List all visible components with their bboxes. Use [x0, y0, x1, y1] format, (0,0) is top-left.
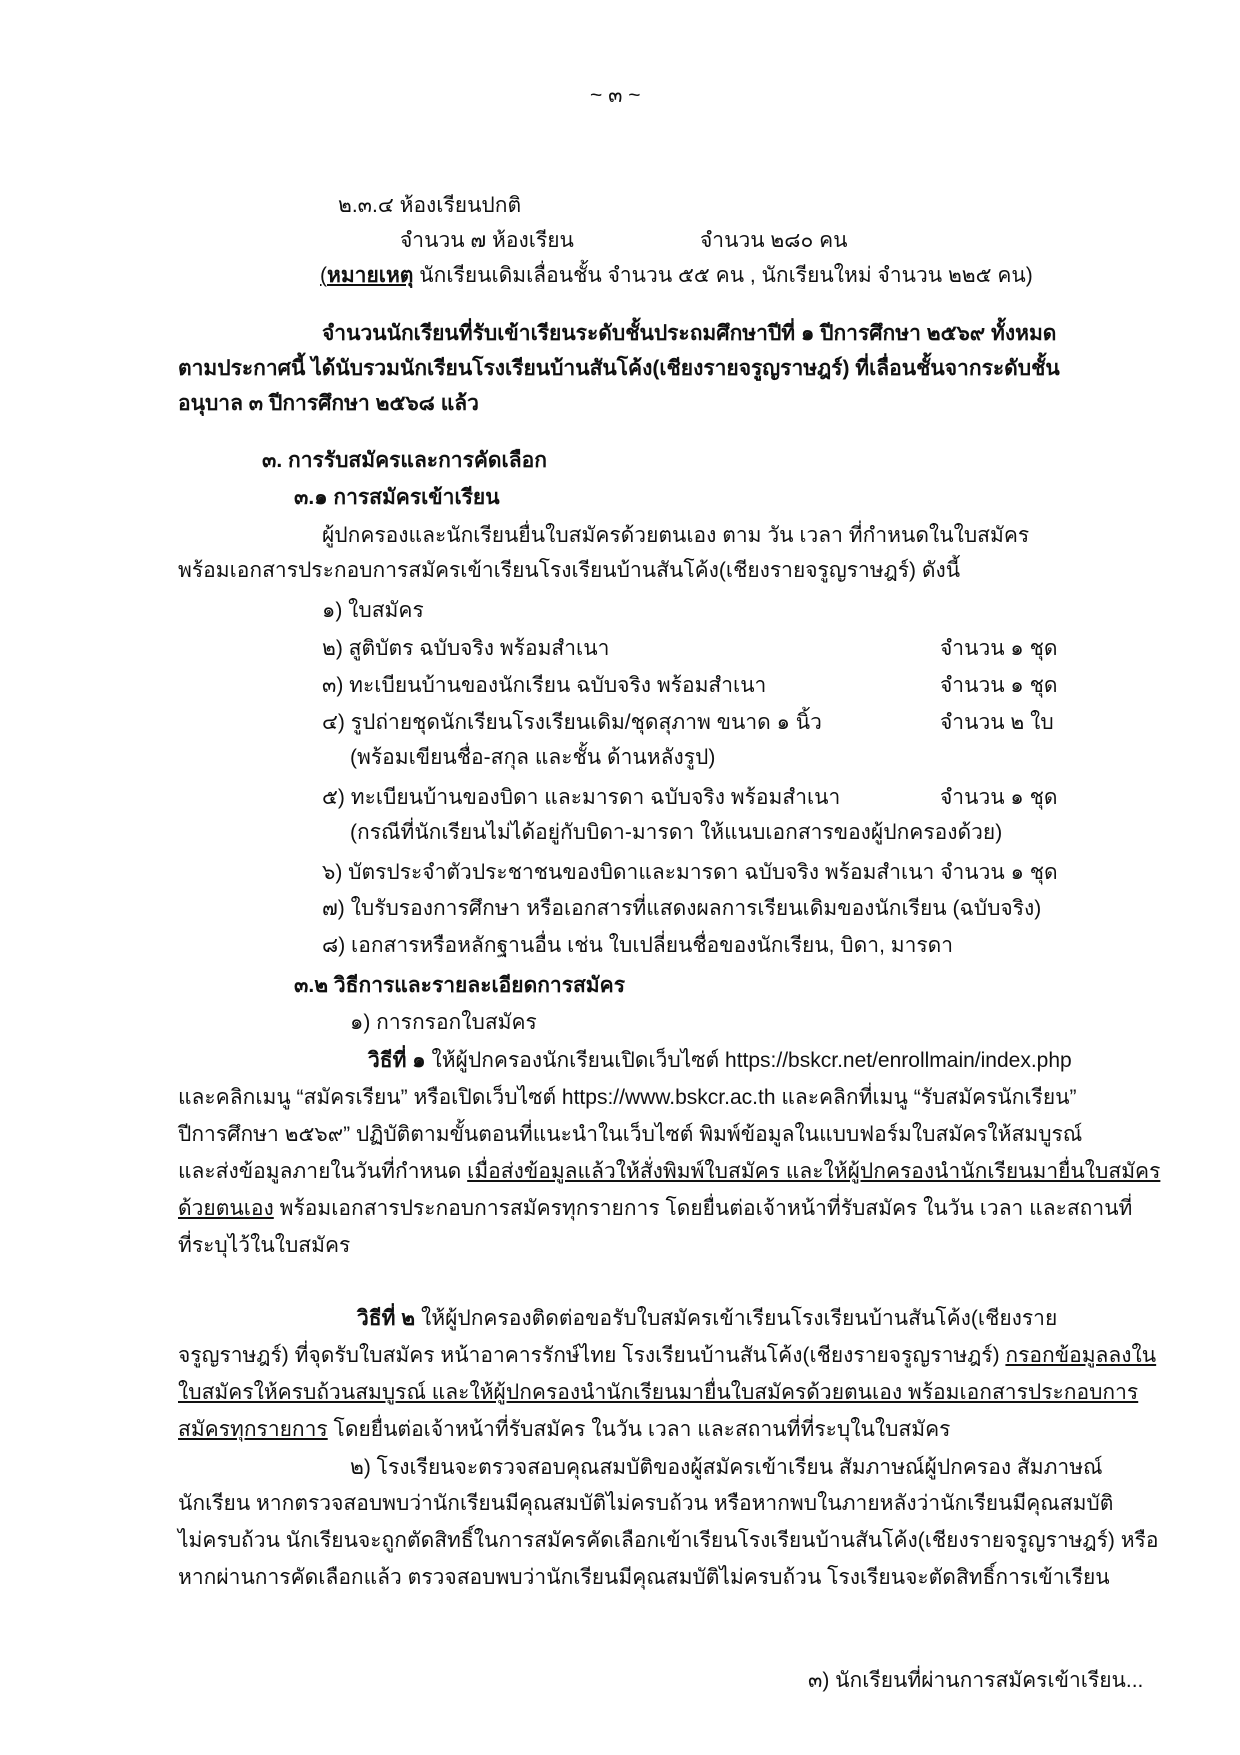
step2-line: หากผ่านการคัดเลือกแล้ว ตรวจสอบพบว่านักเรียนมีคุณสมบัติไม่ครบถ้วน โรงเรียนจะตัดสิทธิ์การเข้าเรียน [178, 1566, 1110, 1589]
step2-line: ๒) โรงเรียนจะตรวจสอบคุณสมบัติของผู้สมัครเข้าเรียน สัมภาษณ์ผู้ปกครอง สัมภาษณ์ [350, 1456, 1103, 1479]
method2-line [357, 1305, 1057, 1333]
document-qty: จำนวน ๑ ชุด [940, 674, 1058, 697]
document-item: ๑) ใบสมัคร [322, 599, 424, 622]
subsection-title: ๓.๑ การสมัครเข้าเรียน [294, 486, 500, 509]
step2-line: ไม่ครบถ้วน นักเรียนจะถูกตัดสิทธิ์ในการสมัครคัดเลือกเข้าเรียนโรงเรียนบ้านสันโค้ง(เชียงรายจรูญราษฎร์) หรือ [178, 1529, 1159, 1552]
step2-line: นักเรียน หากตรวจสอบพบว่านักเรียนมีคุณสมบัติไม่ครบถ้วน หรือหากพบในภายหลังว่านักเรียนมีคุณสมบัติ [178, 1492, 1114, 1515]
method1-line [178, 1158, 1160, 1186]
document-note: (พร้อมเขียนชื่อ-สกุล และชั้น ด้านหลังรูป) [350, 746, 716, 769]
note-open: ( [320, 264, 327, 287]
section-heading: ๒.๓.๔ ห้องเรียนปกติ [338, 194, 522, 217]
student-count: จำนวน ๒๘๐ คน [700, 229, 848, 252]
method2-line: ใบสมัครให้ครบถ้วนสมบูรณ์ และให้ผู้ปกครองนำนักเรียนมายื่นใบสมัครด้วยตนเอง พร้อมเอกสารประกอบการ [178, 1381, 1139, 1404]
method1-text: พร้อมเอกสารประกอบการสมัครทุกรายการ โดยยื่นต่อเจ้าหน้าที่รับสมัคร ในวัน เวลา และสถานที่ [273, 1197, 1133, 1220]
continuation-text: ๓) นักเรียนที่ผ่านการสมัครเข้าเรียน... [808, 1669, 1144, 1692]
step-title: ๑) การกรอกใบสมัคร [350, 1011, 537, 1034]
summary-line: จำนวนนักเรียนที่รับเข้าเรียนระดับชั้นประถมศึกษาปีที่ ๑ ปีการศึกษา ๒๕๖๙ ทั้งหมด [322, 322, 1057, 345]
document-note: (กรณีที่นักเรียนไม่ได้อยู่กับบิดา-มารดา ให้แนบเอกสารของผู้ปกครองด้วย) [350, 821, 1003, 844]
method1-text: ให้ผู้ปกครองนักเรียนเปิดเว็บไซต์ https://bskcr.net/enrollmain/index.php [425, 1049, 1072, 1072]
method2-text: โดยยื่นต่อเจ้าหน้าที่รับสมัคร ในวัน เวลา และสถานที่ที่ระบุในใบสมัคร [327, 1418, 951, 1441]
method2-text: ให้ผู้ปกครองติดต่อขอรับใบสมัครเข้าเรียนโรงเรียนบ้านสันโค้ง(เชียงราย [415, 1307, 1058, 1330]
section-title: ๓. การรับสมัครและการคัดเลือก [262, 449, 547, 472]
method1-label: วิธีที่ ๑ [368, 1049, 426, 1072]
page-number: ~ ๓ ~ [590, 84, 641, 107]
document-item: ๖) บัตรประจำตัวประชาชนของบิดาและมารดา ฉบับจริง พร้อมสำเนา จำนวน ๑ ชุด [322, 861, 1058, 884]
method1-emphasis: ด้วยตนเอง [178, 1197, 274, 1220]
intro-line: ผู้ปกครองและนักเรียนยื่นใบสมัครด้วยตนเอง ตาม วัน เวลา ที่กำหนดในใบสมัคร [322, 524, 1030, 547]
document-item: ๘) เอกสารหรือหลักฐานอื่น เช่น ใบเปลี่ยนชื่อของนักเรียน, บิดา, มารดา [322, 934, 954, 957]
room-count: จำนวน ๗ ห้องเรียน [400, 229, 574, 252]
method1-emphasis: เมื่อส่งข้อมูลแล้วให้สั่งพิมพ์ใบสมัคร และให้ผู้ปกครองนำนักเรียนมายื่นใบสมัคร [467, 1160, 1161, 1183]
method1-line [368, 1047, 1072, 1075]
method2-emphasis: กรอกข้อมูลลงใน [1005, 1344, 1157, 1367]
note [320, 262, 1033, 290]
document-item: ๕) ทะเบียนบ้านของบิดา และมารดา ฉบับจริง พร้อมสำเนา [322, 786, 841, 809]
document-qty: จำนวน ๒ ใบ [940, 711, 1054, 734]
note-label: หมายเหตุ [327, 264, 414, 287]
method2-line [178, 1342, 1156, 1370]
intro-line: พร้อมเอกสารประกอบการสมัครเข้าเรียนโรงเรียนบ้านสันโค้ง(เชียงรายจรูญราษฎร์) ดังนี้ [178, 559, 961, 582]
method1-line: และคลิกเมนู “สมัครเรียน” หรือเปิดเว็บไซต์ https://www.bskcr.ac.th และคลิกที่เมนู “รับสมัครนักเรียน” [178, 1086, 1077, 1109]
method1-line: ปีการศึกษา ๒๕๖๙” ปฏิบัติตามขั้นตอนที่แนะนำในเว็บไซต์ พิมพ์ข้อมูลในแบบฟอร์มใบสมัครให้สมบูรณ์ [178, 1123, 1083, 1146]
method2-emphasis: สมัครทุกรายการ [178, 1418, 328, 1441]
document-qty: จำนวน ๑ ชุด [940, 637, 1058, 660]
method1-text: และส่งข้อมูลภายในวันที่กำหนด [178, 1160, 468, 1183]
method2-text: จรูญราษฎร์) ที่จุดรับใบสมัคร หน้าอาคารรักษ์ไทย โรงเรียนบ้านสันโค้ง(เชียงรายจรูญราษฎร์) [178, 1344, 1006, 1367]
document-item: ๒) สูติบัตร ฉบับจริง พร้อมสำเนา [322, 637, 610, 660]
summary-line: ตามประกาศนี้ ได้นับรวมนักเรียนโรงเรียนบ้านสันโค้ง(เชียงรายจรูญราษฎร์) ที่เลื่อนชั้นจากระดับชั้น [178, 357, 1060, 380]
document-qty: จำนวน ๑ ชุด [940, 786, 1058, 809]
method2-label: วิธีที่ ๒ [357, 1307, 416, 1330]
subsection-title: ๓.๒ วิธีการและรายละเอียดการสมัคร [294, 974, 625, 997]
method1-line: ที่ระบุไว้ในใบสมัคร [178, 1234, 351, 1257]
document-item: ๔) รูปถ่ายชุดนักเรียนโรงเรียนเดิม/ชุดสุภาพ ขนาด ๑ นิ้ว [322, 711, 822, 734]
document-item: ๗) ใบรับรองการศึกษา หรือเอกสารที่แสดงผลการเรียนเดิมของนักเรียน (ฉบับจริง) [322, 897, 1042, 920]
summary-line: อนุบาล ๓ ปีการศึกษา ๒๕๖๘ แล้ว [178, 392, 479, 415]
method1-line [178, 1195, 1132, 1223]
note-text: นักเรียนเดิมเลื่อนชั้น จำนวน ๕๕ คน , นักเรียนใหม่ จำนวน ๒๒๕ คน) [413, 264, 1033, 287]
document-item: ๓) ทะเบียนบ้านของนักเรียน ฉบับจริง พร้อมสำเนา [322, 674, 767, 697]
method2-line [178, 1416, 950, 1444]
